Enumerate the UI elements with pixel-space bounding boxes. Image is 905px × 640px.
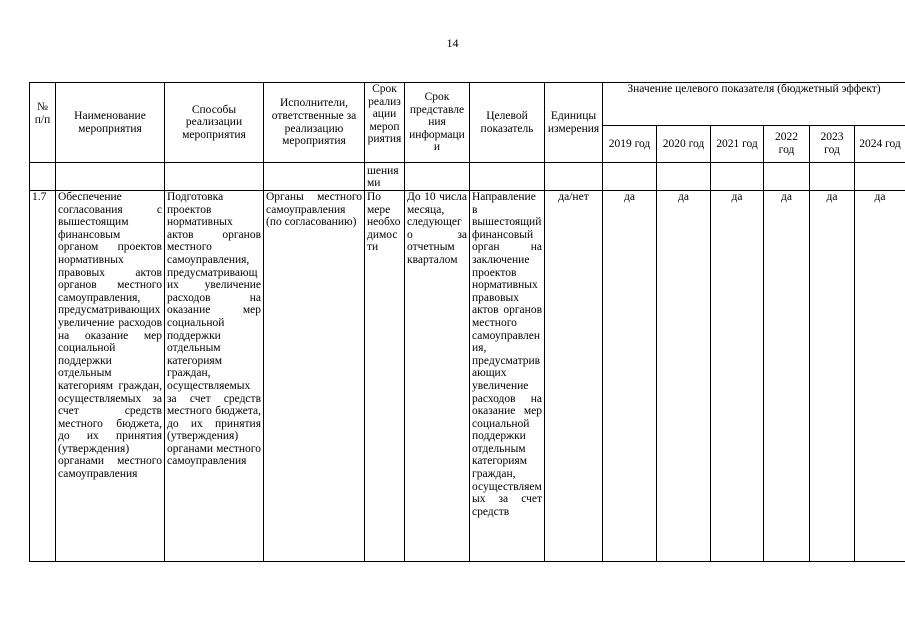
fragment-cell (470, 163, 545, 191)
fragment-cell (764, 163, 810, 191)
header-year-2022: 2022 год (764, 126, 810, 163)
header-year-2020: 2020 год (657, 126, 711, 163)
header-units: Единицы измерения (545, 83, 603, 163)
fragment-term-impl-text: шениями (367, 164, 399, 190)
row-indicator: Направление в вышестоящий финансовый орган на заключение проектов нормативных правовых актов органов местного самоуправления, предусматривающих увеличение расходов на оказание мер социальной поддержки отдельным категориям граждан, осуществляемых за счет средств (470, 191, 545, 562)
row-term-impl: По мере необходимости (365, 191, 405, 562)
header-year-2024: 2024 год (855, 126, 905, 163)
fragment-cell (56, 163, 165, 191)
header-term-info: Срок представления информации (405, 83, 470, 163)
fragment-row (30, 163, 905, 191)
header-indicator: Целевой показатель (470, 83, 545, 163)
fragment-cell (603, 163, 657, 191)
header-term-impl: Срок реализации мероприятия (365, 83, 405, 163)
fragment-cell (405, 163, 470, 191)
header-num: № п/п (30, 83, 56, 163)
header-target-value: Значение целевого показателя (бюджетный эффект) (603, 83, 905, 126)
row-name: Обеспечение согласования с вышестоящим финансовым органом проектов нормативных правовых актов органов местного самоуправления, предусматривающих увеличение расходов на оказание мер социальной поддержки отдельным категориям граждан, осуществляемых за счет средств местного бюджета, до их принятия (утверждения) органами местного самоуправления (56, 191, 165, 562)
row-num: 1.7 (30, 191, 56, 562)
row-value-2022: да (764, 191, 810, 562)
row-methods: Подготовка проектов нормативных актов органов местного самоуправления, предусматривающих увеличение расходов на оказание мер социальной поддержки отдельным категориям граждан, осуществляемых за счет средств местного бюджета, до их принятия (утверждения) органами местного самоуправления (165, 191, 264, 562)
measures-table (29, 82, 905, 562)
fragment-cell (545, 163, 603, 191)
row-value-2024: да (855, 191, 905, 562)
fragment-cell (810, 163, 855, 191)
header-row-1 (30, 83, 905, 126)
fragment-cell (711, 163, 764, 191)
fragment-term-impl (365, 163, 405, 191)
header-year-2021: 2021 год (711, 126, 764, 163)
row-value-2021: да (711, 191, 764, 562)
row-term-info: До 10 числа месяца, следующего за отчетным кварталом (405, 191, 470, 562)
page-number: 14 (446, 36, 459, 50)
row-value-2020: да (657, 191, 711, 562)
fragment-cell (165, 163, 264, 191)
row-executors: Органы местного самоуправления (по согласованию) (264, 191, 365, 562)
header-year-2019: 2019 год (603, 126, 657, 163)
row-units: да/нет (545, 191, 603, 562)
header-year-2023: 2023 год (810, 126, 855, 163)
header-name: Наименование мероприятия (56, 83, 165, 163)
fragment-cell (264, 163, 365, 191)
header-methods: Способы реализации мероприятия (165, 83, 264, 163)
row-value-2019: да (603, 191, 657, 562)
row-value-2023: да (810, 191, 855, 562)
fragment-cell (855, 163, 905, 191)
table-row (30, 191, 905, 562)
fragment-cell (30, 163, 56, 191)
header-executors: Исполнители, ответственные за реализацию мероприятия (264, 83, 365, 163)
fragment-cell (657, 163, 711, 191)
